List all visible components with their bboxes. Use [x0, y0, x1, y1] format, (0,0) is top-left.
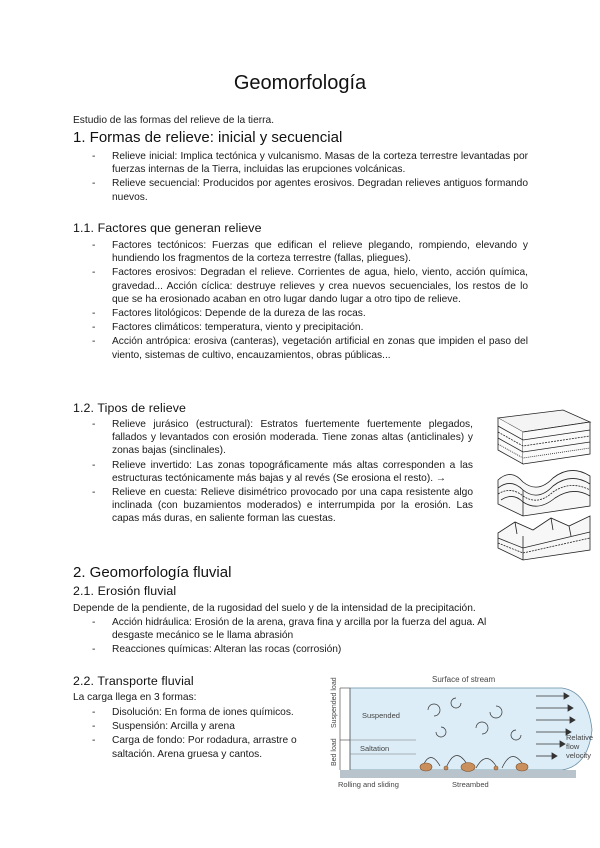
- inverted-relief-block: [498, 470, 590, 516]
- list-item: - Factores tectónicos: Fuerzas que edifican el relieve plegando, rompiendo, elevando y hundiendo los fragmentos de la corteza terrestre (fallas, pliegues).: [92, 239, 528, 265]
- section-2-2-text: La carga llega en 3 formas:: [73, 692, 197, 703]
- section-2-1-heading: 2.1. Erosión fluvial: [73, 584, 177, 598]
- jurassic-relief-block: [498, 410, 590, 464]
- suspended-label: Suspended: [362, 711, 400, 720]
- list-item: - Acción antrópica: erosiva (canteras), vegetación artificial en zonas que impiden el paso del viento, sistemas de cultivo, encauzamientos, obras públicas...: [92, 335, 528, 361]
- bed-load-label: Bed load: [331, 738, 338, 766]
- list-item: - Relieve jurásico (estructural): Estratos fuertemente fuertemente plegados, fallados y levantados con erosión moderada. Tiene zonas altas (anticlinales) y zonas bajas (sinclinales).: [92, 418, 473, 458]
- list-item: - Factores litológicos: Depende de la dureza de las rocas.: [92, 307, 528, 320]
- suspended-load-label: Suspended load: [331, 677, 338, 728]
- list-item: - Relieve en cuesta: Relieve disimétrico provocado por una capa resistente algo inclinada (con buzamientos moderados) e interrumpida por la erosión. Las capas más duras, en saliente forman las cuestas.: [92, 486, 473, 526]
- list-item: - Relieve inicial: Implica tectónica y vulcanismo. Masas de la corteza terrestre levantadas por fuerzas internas de la Tierra, incluidas las erupciones volcánicas.: [92, 150, 528, 176]
- list-item: - Factores climáticos: temperatura, viento y precipitación.: [92, 321, 528, 334]
- section-2-1-list: [92, 616, 530, 658]
- intro-text: Estudio de las formas del relieve de la tierra.: [73, 115, 275, 126]
- list-item: - Relieve invertido: Las zonas topográficamente más altas corresponden a las estructuras tectónicamente más bajas y al revés (Se erosiona el resto). →: [92, 459, 473, 485]
- section-1-2-heading: 1.2. Tipos de relieve: [73, 401, 186, 415]
- section-2-heading: 2. Geomorfología fluvial: [73, 564, 232, 581]
- relative-velocity-label-1: Relative: [566, 733, 594, 742]
- list-item: - Acción hidráulica: Erosión de la arena, grava fina y arcilla por la fuerza del agua. Al desgaste mecánico se le llama abrasión: [92, 616, 530, 642]
- cuesta-relief-block: [498, 516, 590, 560]
- list-item: - Factores erosivos: Degradan el relieve. Corrientes de agua, hielo, viento, acción química, gravedad... Acción cíclica: destruye relieves y crea nuevos secuenciales, los restos de lo que se ha erosionado acaban en otro lugar dando lugar a otro tipo de relieve.: [92, 266, 528, 306]
- rolling-label: Rolling and sliding: [338, 780, 399, 789]
- list-item: - Suspensión: Arcilla y arena: [92, 720, 314, 733]
- section-1-2-list: [92, 418, 473, 527]
- list-item: - Carga de fondo: Por rodadura, arrastre o saltación. Arena gruesa y cantos.: [92, 734, 314, 760]
- list-item: - Disolución: En forma de iones químicos.: [92, 706, 314, 719]
- section-1-list: [92, 150, 528, 205]
- list-item: - Relieve secuencial: Producidos por agentes erosivos. Degradan relieves antiguos formando nuevos.: [92, 177, 528, 203]
- section-1-heading: 1. Formas de relieve: inicial y secuencial: [73, 129, 343, 146]
- page-title: Geomorfología: [233, 72, 367, 94]
- section-1-1-list: [92, 239, 528, 363]
- list-item: - Reacciones químicas: Alteran las rocas (corrosión): [92, 643, 530, 656]
- section-2-2-heading: 2.2. Transporte fluvial: [73, 674, 194, 688]
- section-1-1-heading: 1.1. Factores que generan relieve: [73, 221, 262, 235]
- streambed-label: Streambed: [452, 780, 489, 789]
- relief-types-illustration: [493, 408, 593, 568]
- relative-velocity-label-2: flow: [566, 742, 580, 751]
- surface-label: Surface of stream: [432, 675, 496, 684]
- relative-velocity-label-3: velocity: [566, 751, 592, 760]
- stream-transport-diagram: [326, 670, 598, 792]
- section-2-1-text: Depende de la pendiente, de la rugosidad del suelo y de la intensidad de la precipitación.: [73, 603, 476, 614]
- saltation-label: Saltation: [360, 744, 390, 753]
- section-2-2-list: [92, 706, 314, 762]
